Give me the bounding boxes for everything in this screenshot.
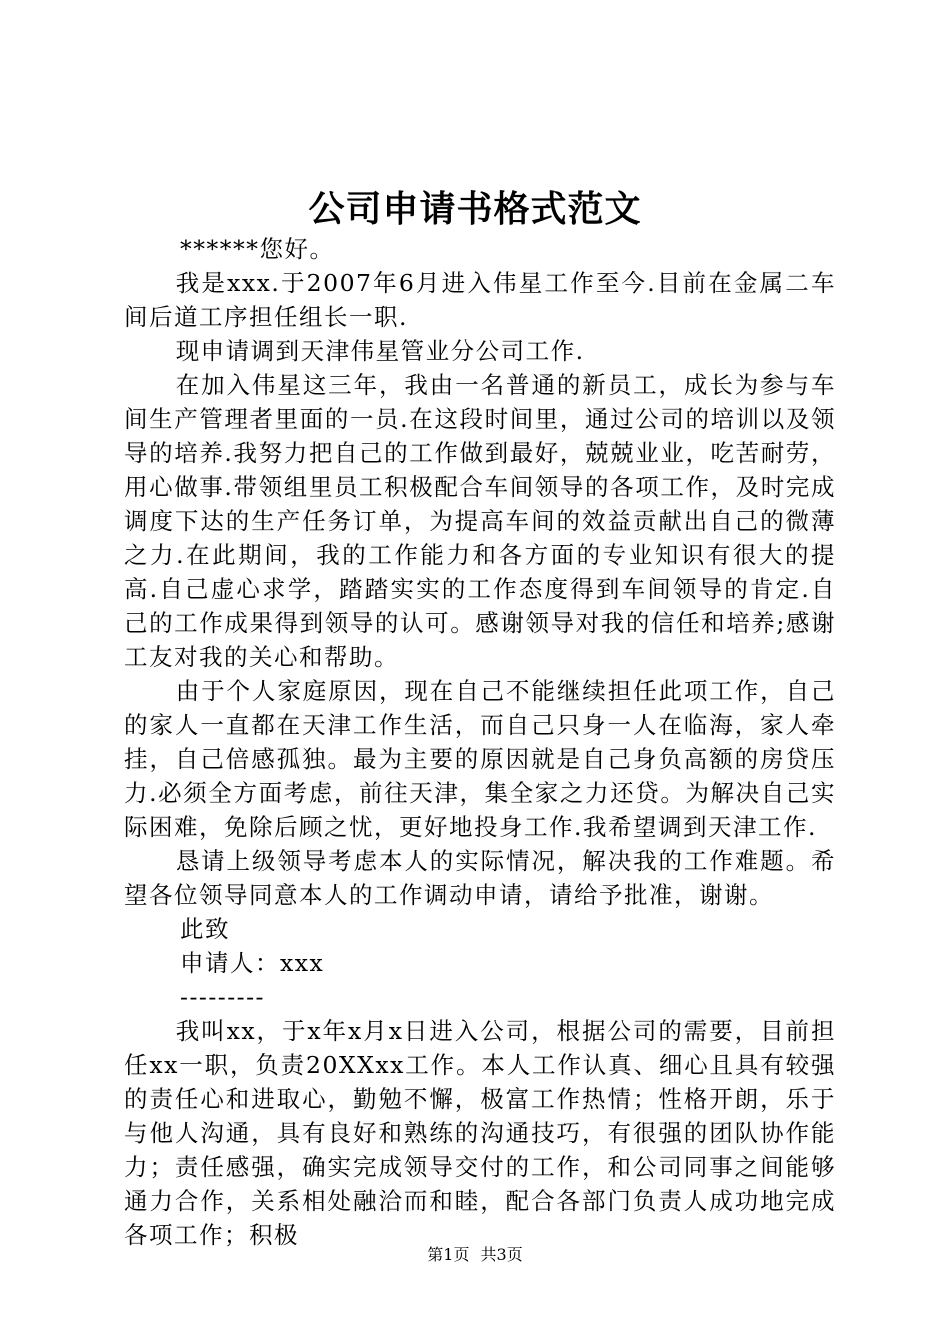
applicant-signature: 申请人：xxx [180, 949, 325, 977]
paragraph-self-introduction: 我叫xx，于x年x月x日进入公司，根据公司的需要，目前担任xx一职，负责20XXxx工作。本人工作认真、细心且具有较强的责任心和进取心，勤勉不懈，极富工作热情；性格开朗，乐于与他人沟通，具有良好和熟练的沟通技巧，有很强的团队协作能力；责任感强，确实完成领导交付的工作，和公司同事之间能够通力合作，关系相处融洽而和睦，配合各部门负责人成功地完成各项工作；积极 [124, 1017, 836, 1249]
paragraph-experience: 在加入伟星这三年，我由一名普通的新员工，成长为参与车间生产管理者里面的一员.在这段时间里，通过公司的培训以及领导的培养.我努力把自己的工作做到最好，兢兢业业，吃苦耐劳，用心做事.带领组里员工积极配合车间领导的各项工作，及时完成调度下达的生产任务订单，为提高车间的效益贡献出自己的微薄之力.在此期间，我的工作能力和各方面的专业知识有很大的提高.自己虚心求学，踏踏实实的工作态度得到车间领导的肯定.自己的工作成果得到领导的认可。感谢领导对我的信任和培养;感谢工友对我的关心和帮助。 [124, 371, 836, 671]
paragraph-appeal: 恳请上级领导考虑本人的实际情况，解决我的工作难题。希望各位领导同意本人的工作调动申请，请给予批准，谢谢。 [124, 847, 836, 909]
document-body [124, 232, 836, 1252]
separator-line: --------- [180, 983, 265, 1011]
page-footer [0, 1244, 950, 1266]
paragraph-intro: 我是xxx.于2007年6月进入伟星工作至今.目前在金属二车间后道工序担任组长一职. [124, 269, 836, 331]
page-number: 第1页 [427, 1245, 470, 1264]
document-title: 公司申请书格式范文 [308, 188, 642, 230]
closing: 此致 [180, 915, 230, 943]
greeting: ******您好。 [180, 235, 335, 263]
page-total: 共3页 [480, 1245, 523, 1264]
paragraph-reason: 由于个人家庭原因，现在自己不能继续担任此项工作，自己的家人一直都在天津工作生活，而自己只身一人在临海，家人牵挂，自己倍感孤独。最为主要的原因就是自己身负高额的房贷压力.必须全方面考虑，前往天津，集全家之力还贷。为解决自己实际困难，免除后顾之忧，更好地投身工作.我希望调到天津工作. [124, 677, 836, 841]
paragraph-request: 现申请调到天津伟星管业分公司工作. [175, 337, 585, 365]
